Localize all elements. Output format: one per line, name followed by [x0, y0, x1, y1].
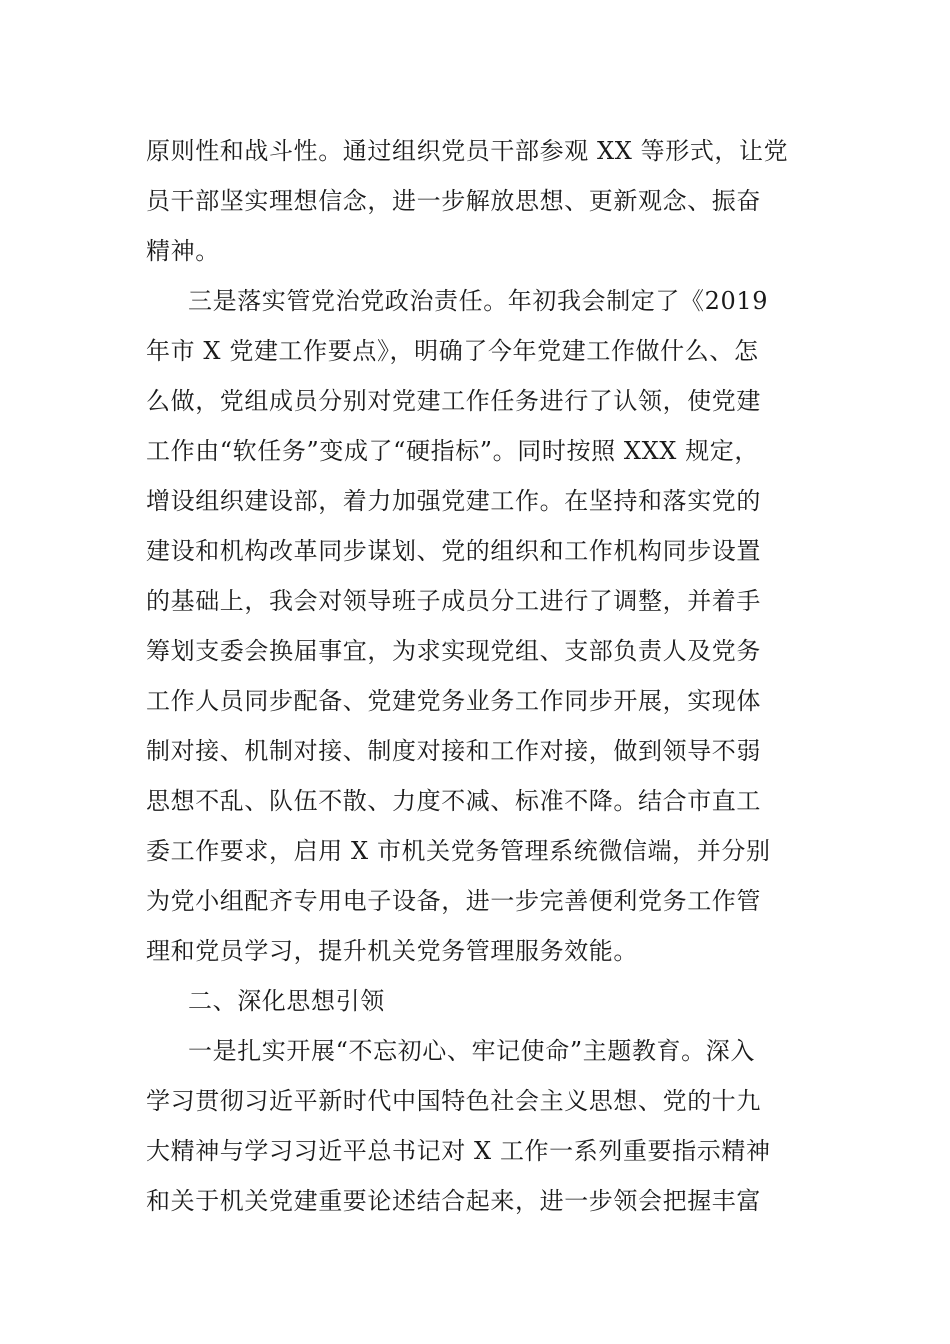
text-line: 原则性和战斗性。通过组织党员干部参观 XX 等形式，让党 — [146, 137, 789, 165]
text-line: 学习贯彻习近平新时代中国特色社会主义思想、党的十九 — [146, 1087, 761, 1115]
text-line: 筹划支委会换届事宜，为求实现党组、支部负责人及党务 — [146, 637, 761, 665]
text-line: 么做，党组成员分别对党建工作任务进行了认领，使党建 — [146, 387, 761, 415]
text-line: 为党小组配齐专用电子设备，进一步完善便利党务工作管 — [146, 887, 761, 915]
text-line: 增设组织建设部，着力加强党建工作。在坚持和落实党的 — [146, 487, 761, 515]
paragraph-start-line: 一是扎实开展“不忘初心、牢记使命”主题教育。深入 — [188, 1037, 755, 1065]
text-line: 和关于机关党建重要论述结合起来，进一步领会把握丰富 — [146, 1187, 761, 1215]
text-line: 委工作要求，启用 X 市机关党务管理系统微信端，并分别 — [146, 837, 771, 865]
text-line: 年市 X 党建工作要点》，明确了今年党建工作做什么、怎 — [146, 337, 759, 365]
text-line: 理和党员学习，提升机关党务管理服务效能。 — [146, 937, 638, 965]
text-line: 的基础上，我会对领导班子成员分工进行了调整，并着手 — [146, 587, 761, 615]
text-line: 建设和机构改革同步谋划、党的组织和工作机构同步设置 — [146, 537, 761, 565]
text-line: 制对接、机制对接、制度对接和工作对接，做到领导不弱 — [146, 737, 761, 765]
text-line: 精神。 — [146, 237, 220, 265]
text-line: 工作人员同步配备、党建党务业务工作同步开展，实现体 — [146, 687, 761, 715]
paragraph-start-line: 三是落实管党治党政治责任。年初我会制定了《2019 — [188, 287, 769, 315]
text-line: 员干部坚实理想信念，进一步解放思想、更新观念、振奋 — [146, 187, 761, 215]
text-line: 工作由“软任务”变成了“硬指标”。同时按照 XXX 规定， — [146, 437, 759, 465]
section-heading: 二、深化思想引领 — [188, 987, 385, 1015]
text-line: 大精神与学习习近平总书记对 X 工作一系列重要指示精神 — [146, 1137, 771, 1165]
text-line: 思想不乱、队伍不散、力度不减、标准不降。结合市直工 — [146, 787, 761, 815]
